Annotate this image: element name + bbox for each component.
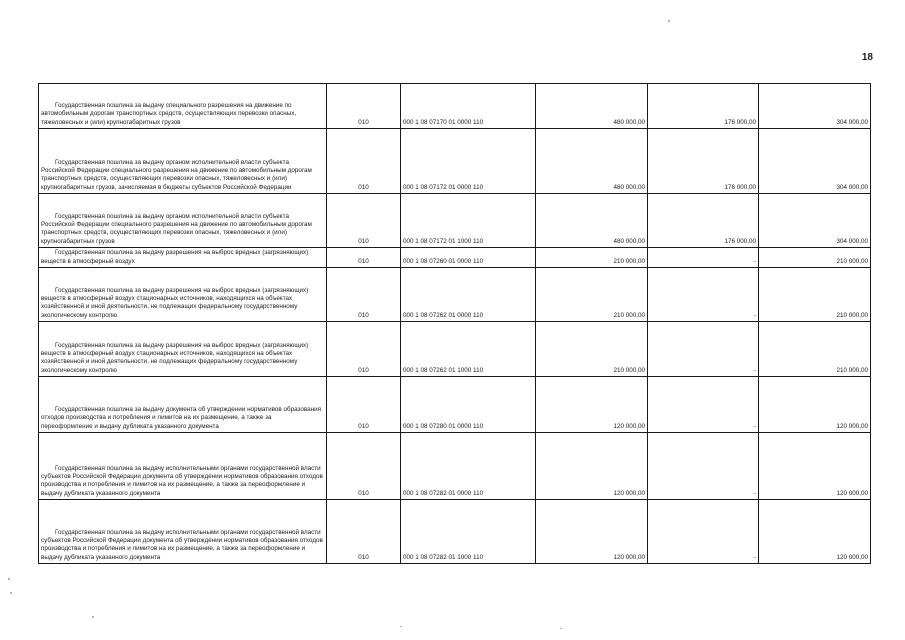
income-code-cell: 000 1 08 07282 01 1000 110 (401, 500, 536, 564)
unexecuted-amount-cell: 210 000,00 (759, 248, 871, 268)
table-row (39, 248, 871, 268)
approved-amount-cell: 120 000,00 (536, 377, 648, 433)
income-code-cell: 000 1 08 07172 01 1000 110 (401, 194, 536, 248)
unexecuted-amount-cell: 120 000,00 (759, 433, 871, 500)
approved-amount-cell: 120 000,00 (536, 500, 648, 564)
unexecuted-amount-cell: 210 000,00 (759, 322, 871, 377)
line-code-cell: 010 (327, 377, 401, 433)
scan-artifact (8, 578, 10, 580)
row-name-cell (39, 322, 327, 377)
line-code-cell: 010 (327, 84, 401, 129)
income-name: Государственная пошлина за выдачу документа об утверждении нормативов образования отходов производства и потребления и лимитов на их размещение, а также за переоформление и выдачу дубликата указанного документа (41, 406, 322, 430)
executed-amount-cell: - (648, 268, 759, 322)
executed-amount-cell: - (648, 322, 759, 377)
scan-artifact (10, 592, 12, 594)
executed-amount-cell: - (648, 500, 759, 564)
table-row (39, 194, 871, 248)
line-code-cell: 010 (327, 500, 401, 564)
unexecuted-amount-cell: 120 000,00 (759, 377, 871, 433)
unexecuted-amount-cell: 120 000,00 (759, 500, 871, 564)
row-name-cell (39, 84, 327, 129)
executed-amount-cell: - (648, 248, 759, 268)
line-code-cell: 010 (327, 268, 401, 322)
executed-amount-cell: - (648, 433, 759, 500)
income-code-cell: 000 1 08 07262 01 0000 110 (401, 268, 536, 322)
approved-amount-cell: 480 000,00 (536, 84, 648, 129)
executed-amount-cell: - (648, 377, 759, 433)
income-name: Государственная пошлина за выдачу исполнительными органами государственной власти субъектов Российской Федерации документа об утверждении нормативов образования отходов производства и потребления и лимитов на их размещение, а также за переоформление и выдачу дубликата указанного документа (41, 528, 323, 561)
approved-amount-cell: 210 000,00 (536, 322, 648, 377)
approved-amount-cell: 120 000,00 (536, 433, 648, 500)
row-name-cell (39, 500, 327, 564)
line-code-cell: 010 (327, 322, 401, 377)
row-name-cell (39, 377, 327, 433)
table-row (39, 500, 871, 564)
executed-amount-cell: 176 000,00 (648, 84, 759, 129)
table-row (39, 433, 871, 500)
scan-artifact (92, 616, 94, 618)
income-code-cell: 000 1 08 07170 01 0000 110 (401, 84, 536, 129)
income-code-cell: 000 1 08 07262 01 1000 110 (401, 322, 536, 377)
scan-artifact (400, 626, 402, 627)
income-name: Государственная пошлина за выдачу разрешения на выброс вредных (загрязняющих) веществ в атмосферный воздух стационарных источников, находящихся на объектах хозяйственной и иной деятельности, не подлежащих федеральному государственному экологическому контролю (41, 286, 309, 319)
table-row (39, 268, 871, 322)
approved-amount-cell: 210 000,00 (536, 248, 648, 268)
scan-artifact (668, 20, 670, 22)
executed-amount-cell: 176 000,00 (648, 194, 759, 248)
row-name-cell (39, 248, 327, 268)
income-code-cell: 000 1 08 07282 01 0000 110 (401, 433, 536, 500)
income-name: Государственная пошлина за выдачу органом исполнительной власти субъекта Российской Федерации специального разрешения на движение по автомобильным дорогам транспортных средств, осуществляющих перевозки опасных, тяжеловесных и (или) крупногабаритных грузов (41, 212, 312, 245)
income-code-cell: 000 1 08 07260 01 0000 110 (401, 248, 536, 268)
approved-amount-cell: 480 000,00 (536, 129, 648, 194)
income-name: Государственная пошлина за выдачу разрешения на выброс вредных (загрязняющих) веществ в атмосферный воздух (41, 249, 309, 265)
budget-revenue-table (38, 83, 871, 564)
row-name-cell (39, 433, 327, 500)
income-code-cell: 000 1 08 07172 01 0000 110 (401, 129, 536, 194)
scan-artifact (560, 628, 562, 629)
unexecuted-amount-cell: 304 000,00 (759, 129, 871, 194)
table-row (39, 377, 871, 433)
line-code-cell: 010 (327, 129, 401, 194)
income-name: Государственная пошлина за выдачу исполнительными органами государственной власти субъектов Российской Федерации документа об утверждении нормативов образования отходов производства и потребления и лимитов на их размещение, а также за переоформление и выдачу дубликата указанного документа (41, 464, 323, 497)
approved-amount-cell: 210 000,00 (536, 268, 648, 322)
page-number: 18 (861, 52, 873, 63)
income-code-cell: 000 1 08 07280 01 0000 110 (401, 377, 536, 433)
line-code-cell: 010 (327, 248, 401, 268)
row-name-cell (39, 194, 327, 248)
income-name: Государственная пошлина за выдачу разрешения на выброс вредных (загрязняющих) веществ в атмосферный воздух стационарных источников, находящихся на объектах хозяйственной и иной деятельности, не подлежащих федеральному государственному экологическому контролю (41, 341, 309, 374)
table-row (39, 322, 871, 377)
unexecuted-amount-cell: 304 000,00 (759, 84, 871, 129)
table-row (39, 129, 871, 194)
row-name-cell (39, 268, 327, 322)
executed-amount-cell: 176 000,00 (648, 129, 759, 194)
row-name-cell (39, 129, 327, 194)
unexecuted-amount-cell: 210 000,00 (759, 268, 871, 322)
income-name: Государственная пошлина за выдачу специального разрешения на движение по автомобильным дорогам транспортных средств, осуществляющих перевозки опасных, тяжеловесных и (или) крупногабаритных грузов (41, 102, 297, 126)
unexecuted-amount-cell: 304 000,00 (759, 194, 871, 248)
line-code-cell: 010 (327, 433, 401, 500)
line-code-cell: 010 (327, 194, 401, 248)
income-name: Государственная пошлина за выдачу органом исполнительной власти субъекта Российской Федерации специального разрешения на движение по автомобильным дорогам транспортных средств, осуществляющих перевозки опасных, тяжеловесных и (или) крупногабаритных грузов, зачисляемая в бюджеты субъектов Российской Федерации (41, 158, 312, 191)
approved-amount-cell: 480 000,00 (536, 194, 648, 248)
table-row (39, 84, 871, 129)
